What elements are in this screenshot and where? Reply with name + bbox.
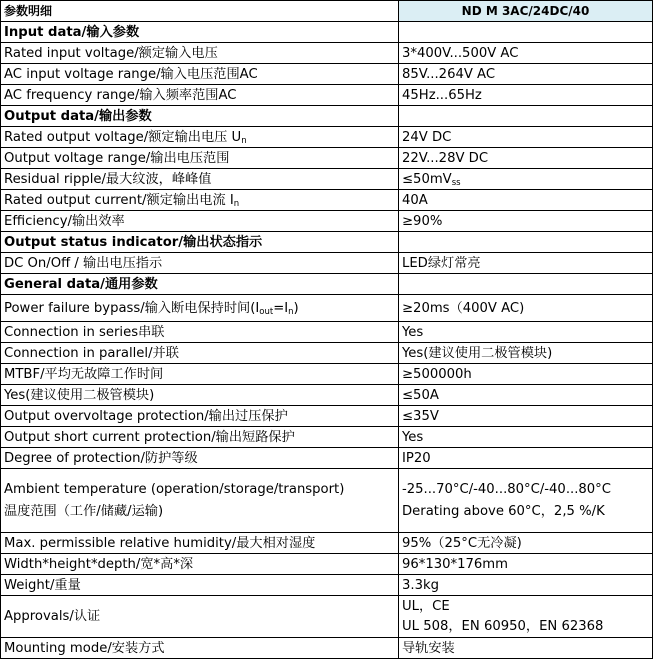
row-label: Output voltage range/输出电压范围 <box>1 148 399 169</box>
row-label: Output overvoltage protection/输出过压保护 <box>1 406 399 427</box>
row-label: Weight/重量 <box>1 575 399 596</box>
row-value: UL，CE UL 508，EN 60950，EN 62368 <box>399 596 653 638</box>
table-row <box>1 427 653 448</box>
row-label: Efficiency/输出效率 <box>1 211 399 232</box>
row-label: Width*height*depth/宽*高*深 <box>1 554 399 575</box>
row-value: Yes <box>399 427 653 448</box>
section-input: Input data/输入参数 <box>1 22 399 43</box>
row-value: ≤35V <box>399 406 653 427</box>
row-value: 导轨安装 <box>399 638 653 659</box>
section-output: Output data/输出参数 <box>1 106 399 127</box>
table-row <box>1 448 653 469</box>
row-value: 22V...28V DC <box>399 148 653 169</box>
table-row <box>1 406 653 427</box>
row-value: 3.3kg <box>399 575 653 596</box>
table-row <box>1 295 653 322</box>
row-value: ≥20ms（400V AC) <box>399 295 653 322</box>
header-row <box>1 1 653 22</box>
row-value: 95%（25°C无冷凝) <box>399 533 653 554</box>
table-row <box>1 469 653 533</box>
section-row <box>1 22 653 43</box>
row-label: DC On/Off / 输出电压指示 <box>1 253 399 274</box>
table-row <box>1 638 653 659</box>
row-value: -25...70°C/-40...80°C/-40...80°C Derating above 60°C，2,5 %/K <box>399 469 653 533</box>
row-label: MTBF/平均无故障工作时间 <box>1 364 399 385</box>
section-row <box>1 274 653 295</box>
table-row <box>1 64 653 85</box>
model-header: ND M 3AC/24DC/40 <box>399 1 653 22</box>
table-row <box>1 253 653 274</box>
table-row <box>1 190 653 211</box>
row-value: ≤50A <box>399 385 653 406</box>
row-label: Residual ripple/最大纹波，峰峰值 <box>1 169 399 190</box>
row-label: Rated output current/额定输出电流 $I_n$ <box>1 190 399 211</box>
row-value: 3*400V...500V AC <box>399 43 653 64</box>
table-row <box>1 554 653 575</box>
table-row <box>1 596 653 638</box>
row-label: Connection in parallel/并联 <box>1 343 399 364</box>
row-label: Rated input voltage/额定输入电压 <box>1 43 399 64</box>
row-label: Output short current protection/输出短路保护 <box>1 427 399 448</box>
row-label: Ambient temperature (operation/storage/transport) 温度范围（工作/储藏/运输) <box>1 469 399 533</box>
row-value: ≥90% <box>399 211 653 232</box>
row-value: IP20 <box>399 448 653 469</box>
table-row <box>1 364 653 385</box>
row-label: Approvals/认证 <box>1 596 399 638</box>
table-row <box>1 211 653 232</box>
table-row <box>1 85 653 106</box>
row-value: 45Hz...65Hz <box>399 85 653 106</box>
row-value: 96*130*176mm <box>399 554 653 575</box>
row-value: 24V DC <box>399 127 653 148</box>
row-value: $\le 50mV_{ss}$ <box>399 169 653 190</box>
table-row <box>1 169 653 190</box>
section-row <box>1 106 653 127</box>
table-row <box>1 575 653 596</box>
table-row <box>1 343 653 364</box>
row-label: AC frequency range/输入频率范围AC <box>1 85 399 106</box>
row-value: 40A <box>399 190 653 211</box>
table-row <box>1 533 653 554</box>
row-label: Power failure bypass/输入断电保持时间$(I_{out}=I_n)$ <box>1 295 399 322</box>
table-row <box>1 385 653 406</box>
table-row <box>1 43 653 64</box>
row-value: LED绿灯常亮 <box>399 253 653 274</box>
row-label: Connection in series串联 <box>1 322 399 343</box>
section-row <box>1 232 653 253</box>
row-label: AC input voltage range/输入电压范围AC <box>1 64 399 85</box>
row-value: 85V...264V AC <box>399 64 653 85</box>
table-row <box>1 127 653 148</box>
row-label: Yes(建议使用二极管模块) <box>1 385 399 406</box>
row-value: ≥500000h <box>399 364 653 385</box>
section-status: Output status indicator/输出状态指示 <box>1 232 399 253</box>
row-label: Degree of protection/防护等级 <box>1 448 399 469</box>
section-general: General data/通用参数 <box>1 274 399 295</box>
row-label: Rated output voltage/额定输出电压 $U_n$ <box>1 127 399 148</box>
row-label: Max. permissible relative humidity/最大相对湿度 <box>1 533 399 554</box>
row-value: Yes(建议使用二极管模块) <box>399 343 653 364</box>
row-label: Mounting mode/安装方式 <box>1 638 399 659</box>
table-row <box>1 322 653 343</box>
row-value: Yes <box>399 322 653 343</box>
param-header: 参数明细 <box>1 1 399 22</box>
table-row <box>1 148 653 169</box>
